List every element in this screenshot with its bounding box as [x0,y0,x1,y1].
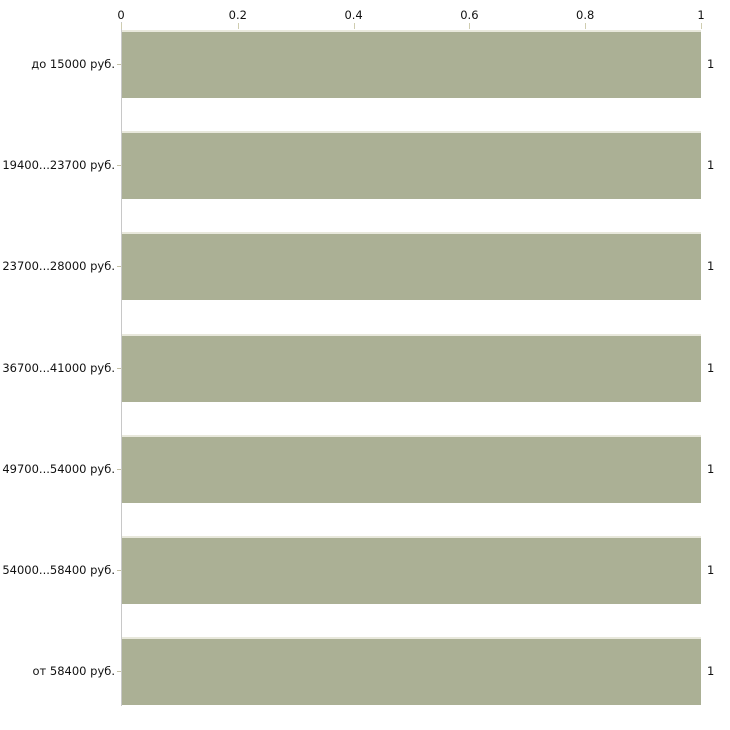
category-label: 49700...54000 руб. [2,462,115,476]
x-axis-tick-mark [701,23,702,29]
x-axis-tick-mark [238,23,239,29]
bar-top-highlight [122,334,701,336]
bar [122,131,701,199]
x-axis-tick-label: 0 [117,8,125,22]
x-axis-tick-label: 0.8 [576,8,595,22]
bar-value-label: 1 [707,259,715,273]
category-label: до 15000 руб. [31,57,115,71]
x-axis-tick-label: 0.6 [460,8,479,22]
bar-top-highlight [122,232,701,234]
x-axis-tick-mark [585,23,586,29]
x-axis-tick-label: 1 [697,8,705,22]
y-axis-tick-mark [117,570,121,571]
category-label: 54000...58400 руб. [2,563,115,577]
bar-value-label: 1 [707,563,715,577]
category-label: 36700...41000 руб. [2,361,115,375]
y-axis-tick-mark [117,469,121,470]
category-label: 23700...28000 руб. [2,259,115,273]
bar-top-highlight [122,435,701,437]
y-axis-tick-mark [117,64,121,65]
bar-top-highlight [122,536,701,538]
y-axis-tick-mark [117,165,121,166]
bar [122,232,701,300]
bar [122,536,701,604]
bar [122,637,701,705]
y-axis-tick-mark [117,671,121,672]
bar-value-label: 1 [707,462,715,476]
y-axis-tick-mark [117,266,121,267]
x-axis-tick-label: 0.4 [344,8,363,22]
x-axis-tick-label: 0.2 [228,8,247,22]
category-label: 19400...23700 руб. [2,158,115,172]
bar-value-label: 1 [707,664,715,678]
bar [122,435,701,503]
bar [122,334,701,402]
bar-top-highlight [122,131,701,133]
y-axis-tick-mark [117,368,121,369]
bar-top-highlight [122,30,701,32]
bar [122,30,701,98]
bar-top-highlight [122,637,701,639]
bar-value-label: 1 [707,158,715,172]
x-axis-tick-mark [121,23,122,29]
bar-value-label: 1 [707,361,715,375]
category-label: от 58400 руб. [32,664,115,678]
x-axis-tick-mark [469,23,470,29]
bar-value-label: 1 [707,57,715,71]
x-axis-tick-mark [354,23,355,29]
